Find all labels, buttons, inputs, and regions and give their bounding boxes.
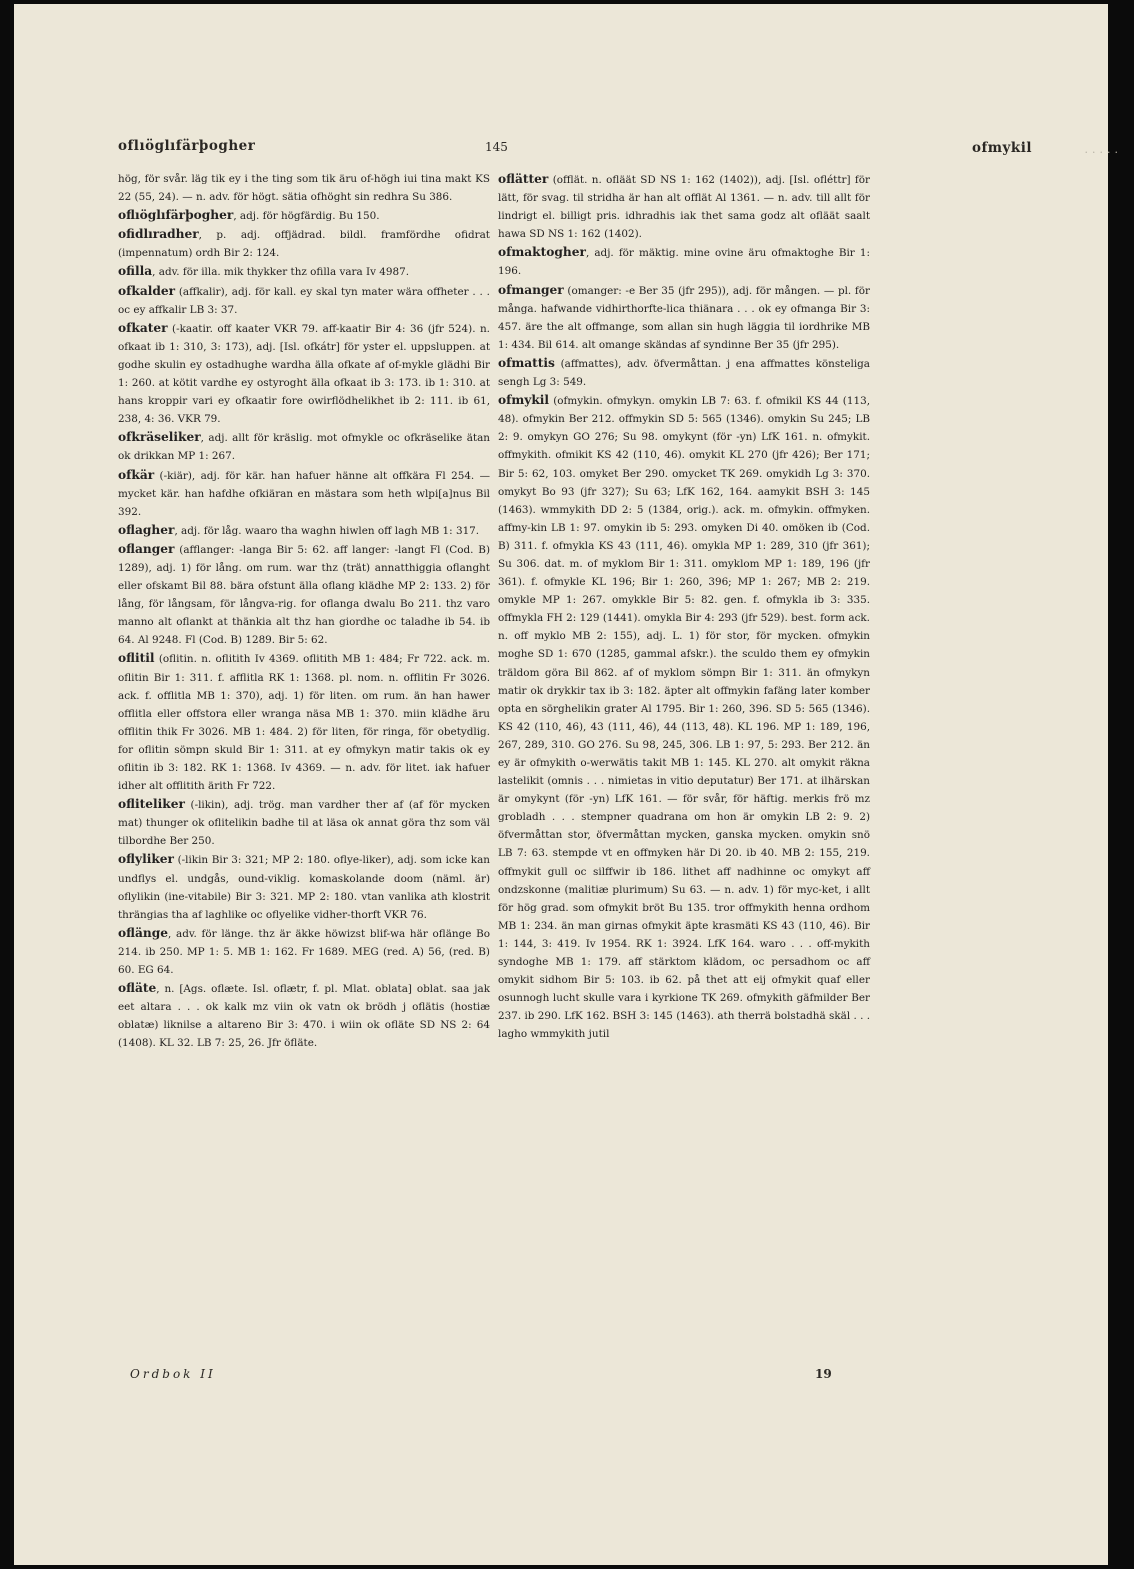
headword: ofliteliker (118, 797, 185, 812)
page-number: 145 (485, 140, 508, 154)
headword: ofläte (118, 981, 157, 996)
entry-12: oflyliker (-likin Bir 3: 321; MP 2: 180. oflye-liker), adj. som icke kan undflys el. undgås, ound-viklig. komaskolande doom (näml. är) oflylikin (ine-vitabile) Bir 3: 321. MP 2: 180. vtan vanlika ath klostrit thrängias tha af laghlike oc oflyelike vidher-thorft VKR 76. (118, 852, 490, 921)
entry-r0: oflätter (offlät. n. ofläät SD NS 1: 162 (1402)), adj. [Isl. ofléttr] för lätt, för svag. til stridha är han alt offlät Al 1361. — n. adv. till allt för lindrigt el. billigt pris. idhradhis iak thet sama godz alt ofläät saalt hawa SD NS 1: 162 (1402). (498, 172, 870, 241)
entry-11: ofliteliker (-likin), adj. trög. man vardher ther af (af för mycken mat) thunger ok oflitelikin badhe til at läsa ok annat göra thz som väl tilbordhe Ber 250. (118, 797, 490, 848)
left-column (118, 170, 490, 1053)
headword: ofmattis (498, 355, 555, 370)
headword: ofkater (118, 320, 168, 335)
entry-6: ofkräseliker, adj. allt för kräslig. mot ofmykle oc ofkräselike ätan ok drikkan MP 1: 267. (118, 430, 490, 463)
entry-14: ofläte, n. [Ags. oflæte. Isl. oflætr, f. pl. Mlat. oblata] oblat. saa jak eet altara . . . ok kalk mz viin ok vatn ok brödh j oflätis (hostiæ oblatæ) liknilse a altareno Bir 3: 470. i wiin ok ofläte SD NS 2: 64 (1408). KL 32. LB 7: 25, 26. Jfr öfläte. (118, 981, 490, 1050)
entry-r3: ofmattis (affmattes), adv. öfvermåttan. j ena affmattes könsteliga sengh Lg 3: 549. (498, 355, 870, 389)
margin-dots: ····· (1084, 146, 1122, 159)
entry-13: oflänge, adv. för länge. thz är äkke höwizst blif-wa här oflänge Bo 214. ib 250. MP 1: 5. MB 1: 162. Fr 1689. MEG (red. A) 56, (red. B) 60. EG 64. (118, 925, 490, 977)
entry-8: oflagher, adj. för låg. waaro tha waghn hiwlen off lagh MB 1: 317. (118, 522, 480, 537)
headword: oflıöglıfärþogher (118, 208, 234, 223)
headword: ofmanger (498, 282, 564, 297)
entry-r1: ofmaktogher, adj. för mäktig. mine ovine äru ofmaktoghe Bir 1: 196. (498, 245, 870, 278)
entry-10: oflitil (oflitin. n. oflitith Iv 4369. oflitith MB 1: 484; Fr 722. ack. m. oflitin Bir 1: 311. f. afflitla RK 1: 1368. pl. nom. n. offlitin Fr 3026. ack. f. offlitla MB 1: 370), adj. 1) för liten. om rum. än han hawer offlitla eller offstora eller wranga näsa MB 1: 370. miin klädhe äru offlitin thik Fr 3026. MB 1: 484. 2) för liten, för ringa, för obetydlig. for oflitin sömpn skuld Bir 1: 311. at ey ofmykyn matir takis ok ey oflitin ib 3: 182. RK 1: 1368. Iv 4369. — n. adv. för litet. iak hafuer idher alt offlitith ärith Fr 722. (118, 651, 490, 793)
right-column (498, 170, 870, 1044)
entry-1: oflıöglıfärþogher, adj. för högfärdig. Bu 150. (118, 208, 380, 223)
footer-sheet-number: 19 (815, 1367, 832, 1381)
headword: oflätter (498, 172, 549, 186)
headword: ofkräseliker (118, 430, 201, 445)
headword: ofmykil (498, 393, 550, 408)
headword: oflanger (118, 541, 175, 556)
header-right-catchword: ofmykil (971, 140, 1032, 156)
headword: ofkär (118, 467, 155, 482)
entry-9: oflanger (afflanger: -langa Bir 5: 62. aff langer: -langt Fl (Cod. B) 1289), adj. 1) för lång. om rum. war thz (trät) annatthiggia oflanght eller ofskamt Bil 88. bära ofstunt älla oflang klädhe MP 2: 133. 2) för lång, för långsam, för långva-rig. for oflanga dwalu Bo 211. thz varo manno alt oflankt at thänkia alt thz han giordhe oc taladhe ib 54. ib 64. Al 9248. Fl (Cod. B) 1289. Bir 5: 62. (118, 541, 490, 647)
entry-0: hög, för svår. läg tik ey i the ting som tik äru of-högh iui tina makt KS 22 (55, 24). — n. adv. för högt. sätia ofhöght sin redhra Su 386. (118, 173, 490, 204)
entry-2: ofidlıradher, p. adj. offjädrad. bildl. framfördhe ofidrat (impennatum) ordh Bir 2: 124. (118, 227, 490, 260)
headword: oflitil (118, 651, 155, 666)
headword: ofilla (118, 264, 153, 279)
entry-3: ofilla, adv. för illa. mik thykker thz ofilla vara Iv 4987. (118, 264, 410, 279)
dictionary-page (14, 4, 1108, 1565)
entry-5: ofkater (-kaatir. off kaater VKR 79. aff-kaatir Bir 4: 36 (jfr 524). n. ofkaat ib 1: 310, 3: 173), adj. [Isl. ofkátr] för yster el. uppsluppen. at godhe skulin ey ostadhughe wardha älla ofkate af of-mykle glädhi Bir 1: 260. at kötit vardhe ey ostyroght älla ofkaat ib 3: 173. ib 1: 310. at hans kroppir vari ey ofkaatir fore owirflödhelikhet ib 2: 111. ib 61, 238, 4: 36. VKR 79. (118, 320, 490, 426)
header-left-catchword: oflıöglıfärþogher (118, 138, 256, 154)
entry-4: ofkalder (affkalir), adj. för kall. ey skal tyn mater wära offheter . . . oc ey affkalir LB 3: 37. (118, 283, 490, 316)
headword: ofkalder (118, 283, 176, 298)
entry-7: ofkär (-kiär), adj. för kär. han hafuer hänne alt offkära Fl 254. — mycket kär. han hafdhe ofkiäran en mästara som heth wlpi[a]nus Bil 392. (118, 467, 490, 518)
page-header (118, 138, 1032, 162)
entry-r2: ofmanger (omanger: -e Ber 35 (jfr 295)), adj. för mången. — pl. för många. hafwande vidhirthorfte-lica thiänara . . . ok ey ofmanga Bir 3: 457. äre the alt offmange, som allan sin hugh läggia til iordhrike MB 1: 434. Bil 614. alt omange skändas af syndinne Ber 35 (jfr 295). (498, 282, 870, 351)
headword: oflyliker (118, 852, 174, 867)
footer-signature: Ordbok II (130, 1367, 216, 1381)
headword: oflänge (118, 925, 169, 940)
headword: ofidlıradher (118, 227, 199, 242)
headword: ofmaktogher (498, 245, 586, 260)
headword: oflagher (118, 522, 175, 537)
entry-r4: ofmykil (ofmykin. ofmykyn. omykin LB 7: 63. f. ofmikil KS 44 (113, 48). ofmykin Ber 212. offmykin SD 5: 565 (1346). omykin Su 245; LB 2: 9. omykyn GO 276; Su 98. omykynt (för -yn) LfK 161. n. ofmykit. offmykith. ofmikit KS 42 (110, 46). omykit KL 270 (jfr 426); Ber 171; Bir 5: 62, 103. omyket Ber 290. omycket TK 269. omykidh Lg 3: 370. omykyt Bo 93 (jfr 327); Su 63; LfK 162, 164. aamykit BSH 3: 145 (1463). wmmykith DD 2: 5 (1384, orig.). ack. m. ofmykin. offmyken. affmy-kin LB 1: 97. omykin ib 5: 293. omyken Di 40. omöken ib (Cod. B) 311. f. ofmykla KS 43 (111, 46). omykla MP 1: 289, 310 (jfr 361); Su 306. dat. m. of myklom Bir 1: 311. omyklom MP 1: 189, 196 (jfr 361). f. ofmykle KL 196; Bir 1: 260, 396; MP 1: 267; MB 2: 219. omykle MP 1: 267. omykkle Bir 5: 82. gen. f. ofmykla ib 3: 335. offmykla FH 2: 129 (1441). omykla Bir 4: 293 (jfr 529). best. form ack. n. off myklo MB 2: 155), adj. L. 1) för stor, för mycken. ofmykin moghe SD 1: 670 (1285, gammal afskr.). the sculdo them ey ofmykin träldom göra Bil 862. af of myklom sömpn Bir 1: 311. än ofmykyn matir ok drykkir tax ib 3: 182. äpter alt offmykin fafäng later komber opta en sörghelikin grater Al 1795. Bir 1: 260, 396. SD 5: 565 (1346). KS 42 (110, 46), 43 (111, 46), 44 (113, 48). KL 196. MP 1: 189, 196, 267, 289, 310. GO 276. Su 98, 245, 306. LB 1: 97, 5: 293. Ber 212. än ey är ofmykith o-werwätis takit MB 1: 145. KL 270. alt omykit räkna lastelikit (omnis . . . nimietas in vitio deputatur) Ber 171. at ilhärskan är omykynt (för -yn) LfK 161. — för svår, för häftig. merkis frö mz grobladh . . . stempner quadrana om hon är omykin LB 2: 9. 2) öfvermåttan stor, öfvermåttan mycken, ganska mycken. omykin snö LB 7: 63. stempde vt en offmyken här Di 20. ib 40. MB 2: 155, 219. offmykit gull oc silffwir ib 186. lithet aff nadhinne oc omykyt aff ondzskonne (malitiæ plurimum) Su 63. — n. adv. 1) för myc-ket, i allt för hög grad. som ofmykit bröt Bu 135. tror offmykith henna ordhom MB 1: 234. än man girnas ofmykit äpte krasmäti KS 43 (110, 46). Bir 1: 144, 3: 419. Iv 1954. RK 1: 3924. LfK 164. waro . . . off-mykith syndoghe MB 1: 179. aff stärktom klädom, oc persadhom oc aff omykit sidhom Bir 5: 103. ib 62. på thet att eij ofmykit quaf eller osunnogh lucht skulle vara i kyrkione TK 269. ofmykith gäfmilder Ber 237. ib 290. LfK 162. BSH 3: 145 (1463). ath therrä bolstadhä skäl . . . lagho wmmykith jutil (498, 393, 870, 1041)
